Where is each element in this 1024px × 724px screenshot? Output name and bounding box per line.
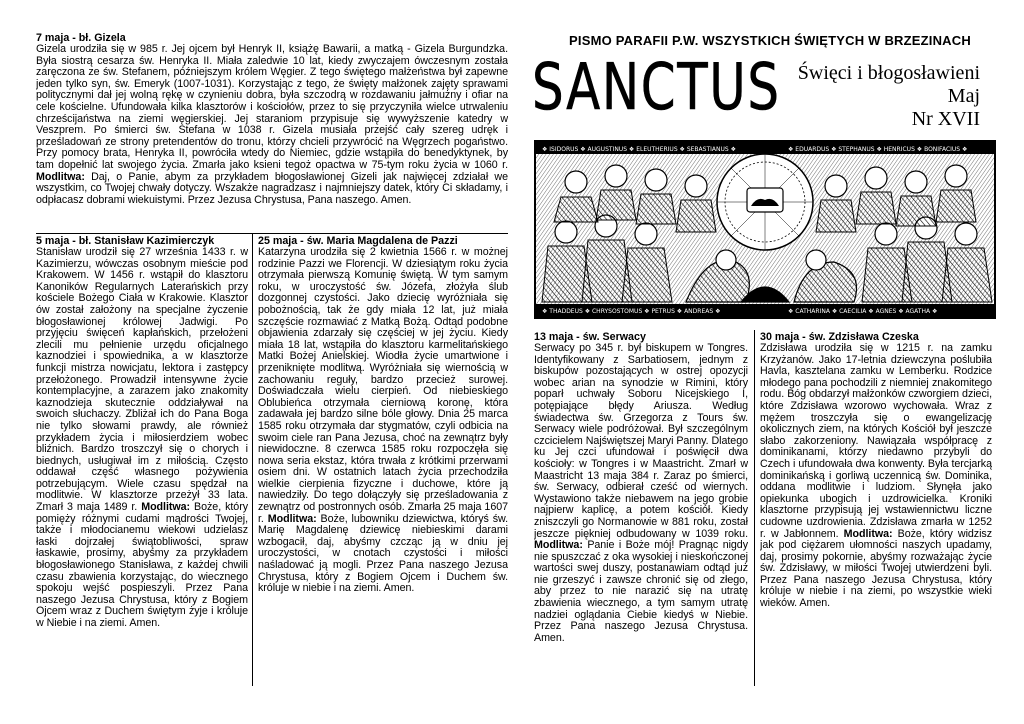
column-divider <box>754 330 755 686</box>
banner-text-right: ❖ EDUARDUS ❖ STEPHANUS ❖ HENRICUS ❖ BONIFACIUS ❖ <box>788 146 968 153</box>
article-magdalena <box>258 235 508 595</box>
subtitle: Święci i błogosławieni <box>797 62 980 84</box>
parish-title: PISMO PARAFII P.W. WSZYSTKICH ŚWIĘTYCH W BRZEZINACH <box>569 33 971 48</box>
issue-number: Nr XVII <box>911 108 980 130</box>
article-heading: 13 maja - św. Serwacy <box>534 331 646 343</box>
article-heading: 7 maja - bł. Gizela <box>36 32 126 44</box>
article-heading: 25 maja - św. Maria Magdalena de Pazzi <box>258 235 458 247</box>
masthead-subtitle <box>798 62 980 131</box>
footer-text-left: ❖ THADDEUS ❖ CHRYSOSTOMUS ❖ PETRUS ❖ ANDREAS ❖ <box>542 308 721 315</box>
all-saints-woodcut <box>536 142 994 317</box>
central-radiance <box>717 154 813 250</box>
sanctus-logo: SANCTUS <box>532 51 781 125</box>
article-body: Stanisław urodził się 27 września 1433 r. w Kazimierzu, wówczas osobnym mieście pod Krakowem. W 1456 r. wstąpił do klasztoru Kanoników Regularnych Laterańskich przy kościele Bożego Ciała w Krakowie. Klasztor ów został założony na specjalne życzenie błogosławionej królowej Jadwigi. Po przyjęciu święceń kapłańskich, przełożeni zlecili mu pełnienie urzędu oficjalnego kaznodziei i spowiednika, a w klasztorze funkcji mistrza nowicjatu, lektora i zastępcy przełożonego. Prowadził intensywne życie kontemplacyjne, a zarazem jako znakomity kaznodzieja skutecznie oddziaływał na swoich słuchaczy. Zbliżał ich do Pana Boga nie tylko słowami prawdy, ale również przykładem życia i miłosierdziem wobec bliźnich. Bardzo troszczył się o chorych i biednych, usługiwał im z miłością. Często oddawał część własnego pożywienia potrzebującym. Wiele czasu spędzał na modlitwie. W klasztorze przeżył 33 lata. Zmarł 3 maja 1489 r. Modlitwa: Boże, który pomięży różnymi cudami mądrości Twojej, także i młodocianemu wiekowi udzielasz łaski dojrzałej świątobliwości, spraw łaskawie, prosimy, abyśmy za przykładem błogosławionego Stanisława, z każdej chwili czasu zbawienia korzystając, do wiecznego spokoju wejść pospieszyli. Przez Pana naszego Jezusa Chrystusa, który z Bogiem Ojcem wraz z Duchem świętym żyje i króluje w Niebie i na ziemi. Amen. <box>36 246 248 629</box>
article-heading: 30 maja - św. Zdzisława Czeska <box>760 331 919 343</box>
horizontal-divider <box>36 233 508 234</box>
article-serwacy <box>534 331 748 644</box>
woodcut-illustration <box>534 140 996 319</box>
banner-text-left: ❖ ISIDORUS ❖ AUGUSTINUS ❖ ELEUTHERIUS ❖ SEBASTIANUS ❖ <box>542 146 736 153</box>
month: Maj <box>947 85 980 107</box>
article-zdzislawa <box>760 331 992 610</box>
article-body: Katarzyna urodziła się 2 kwietnia 1566 r. w możnej rodzinie Pazzi we Florencji. W dziesiątym roku życia otrzymała pierwszą Komunię świętą. W tym samym roku, w uroczystość św. Józefa, złożyła ślub dozgonnej czystości. Jako dziecię wyróżniała się pobożnością, tak że gdy miała 12 lat, już miała szczęście rozmawiać z Matką Bożą. Odtąd podobne objawienia zdarzały się częściej w jej życiu. Kiedy miała 18 lat, wstąpiła do klasztoru karmelitańskiego Matki Bożej Anielskiej. Wiodła życie umartwione i przeniknięte modlitwą. Wyróżniała się wiernością w zachowaniu reguły, bardzo przecież surowej. Doświadczała wielu cierpień. Od niebieskiego Oblubieńca otrzymała cierniową koronę, która zadawała jej bardzo silne bóle głowy. Dnia 25 marca 1585 roku otrzymała dar stygmatów, czyli odbicia na swoim ciele ran Pana Jezusa, choć na zewnątrz były niewidoczne. 8 czerwca 1585 roku rozpoczęła się nowa seria ekstaz, która trwała z krótkimi przerwami osiem dni. W ostatnich latach życia przechodziła wielkie cierpienia fizyczne i duchowe, które ją nawiedziły. Do tego dołączyły się prześladowania z zewnątrz od postronnych osób. Zmarła 25 maja 1607 r. Modlitwa: Boże, lubowniku dziewictwa, któryś św. Marię Magdalenę dziewicę niebieskimi darami wzbogacił, daj, abyśmy czcząc ją w dniu jej uroczystości, w cnotach czystości i miłości naśladować ją mogli. Przez Pana naszego Jezusa Chrystusa, który z Bogiem Ojcem i Duchem św. króluje w niebie i na ziemi. Amen. <box>258 246 508 595</box>
article-heading: 5 maja - bł. Stanisław Kazimierczyk <box>36 235 215 247</box>
article-stanislaw <box>36 235 248 630</box>
footer-text-right: ❖ CATHARINA ❖ CAECILIA ❖ AGNES ❖ AGATHA ❖ <box>788 308 938 315</box>
article-body: Serwacy po 345 r. był biskupem w Tongres. Identyfikowany z Sarbatiosem, jednym z biskupów pozostających w ostrej opozycji wobec arian na synodzie w Rimini, który poparł uchwały Soboru Nicejskiego I, potępiające błędy Ariusza. Według świadectwa św. Grzegorza z Tours św. Serwacy wiele podróżował. Był szczególnym czcicielem Najświętszej Maryi Panny. Dlatego ku Jej czci ufundował i poświęcił dwa kościoły: w Tongres i w Maastricht. Zmarł w Maastricht 13 maja 384 r. Zaraz po śmierci, św. Serwacy, odbierał cześć od wiernych. Wystawiono także niebawem na jego grobie najpierw kaplicę, a potem kościół. Kiedy zniszczyli go Normanowie w 881 roku, został jeszcze piękniej odbudowany w 1039 roku. Modlitwa: Panie i Boże mój! Pragnąc nigdy nie spuszczać z oka wysokiej i nieskończonej wartości swej duszy, postanawiam odtąd już nie grzeszyć i zawsze chronić się od złego, aby przez to nie narazić się na utratę zbawienia wiecznego, a tym samym utratę nadziei oglądania Ciebie kiedyś w Niebie. Przez Pana naszego Jezusa Chrystusa. Amen. <box>534 342 748 644</box>
article-body: Zdzisława urodziła się w 1215 r. na zamku Krzyżanów. Jako 17-letnia dziewczyna poślubiła Havla, kasztelana zamku w Lemberku. Rodzice młodego pana pochodzili z niemniej znakomitego rodu. Bóg obdarzył małżonków czworgiem dzieci, które Zdzisława wzorowo wychowała. Wraz z mężem troszczyła się o ewangelizację okolicznych ziem, na których Kościół był jeszcze słabo zakorzeniony. Nawiązała współpracę z dominikanami, którzy niedawno przybyli do Czech i ufundowała dwa konwenty. Była tercjarką dominikańską i gorliwą uczennicą św. Dominika, oddana modlitwie i ludziom. Słynęła jako opiekunka ubogich i uzdrowicielka. Kroniki klasztorne przypisują jej wstawiennictwu liczne cudowne uzdrowienia. Zdzisława zmarła w 1252 r. w Jabłonnem. Modlitwa: Boże, który widzisz jak pod ciężarem ułomności naszych upadamy, daj, prosimy pokornie, abyśmy rozważając życie św. Zdzisławy, w miłości Twojej utwierdzeni byli. Przez Pana naszego Jezusa Chrystusa, który króluje w niebie i na ziemi, po wszystkie wieki wieków. Amen. <box>760 342 992 610</box>
article-body: Gizela urodziła się w 985 r. Jej ojcem był Henryk II, książę Bawarii, a matką - Gizela Burgundzka. Była siostrą cesarza św. Henryka II. Miała zaledwie 10 lat, kiedy zwyczajem ówczesnym została zaręczona ze św. Stefanem, późniejszym królem Węgier. Z tego świętego małżeństwa był zapewne jeden tylko syn, św. Emeryk (1007-1031). Korzystając z tego, że święty małżonek zajęty sprawami politycznymi dał jej wolną rękę w czynieniu dobra, była szczodrą w rozdawaniu jałmużny i ofiar na cele kościelne. Ufundowała kilka klasztorów i kościołów, przez to się przyczyniła wielce utrwaleniu chrześcijaństwa na ziemi węgierskiej. Jej staraniom przypisuje się wywyższenie katedry w Veszprem. Po śmierci św. Stefana w 1038 r. Gizela musiała przejść cały szereg udręk i prześladowań ze strony pretendentów do tronu, którzy chcieli przywrócić na Węgrzech pogaństwo. Przy pomocy brata, Henryka II, powróciła wtedy do Niemiec, gdzie wstąpiła do benedyktynek, by tam dopełnić lat swojego życia. Zmarła jako ksieni tegoż opactwa w 75-tym roku życia w 1060 r. Modlitwa: Daj, o Panie, abym za przykładem błogosławionej Gizeli jak najwięcej zdziałał we wszystkim, co Twojej chwały dotyczy. Wszakże nagradzasz i najmniejszy datek, który Ci składamy, i odpłacasz dobrami wiekuistymi. Przez Jezusa Chrystusa, Pana naszego. Amen. <box>36 43 508 206</box>
article-gizela <box>36 32 508 206</box>
column-divider <box>252 234 253 686</box>
